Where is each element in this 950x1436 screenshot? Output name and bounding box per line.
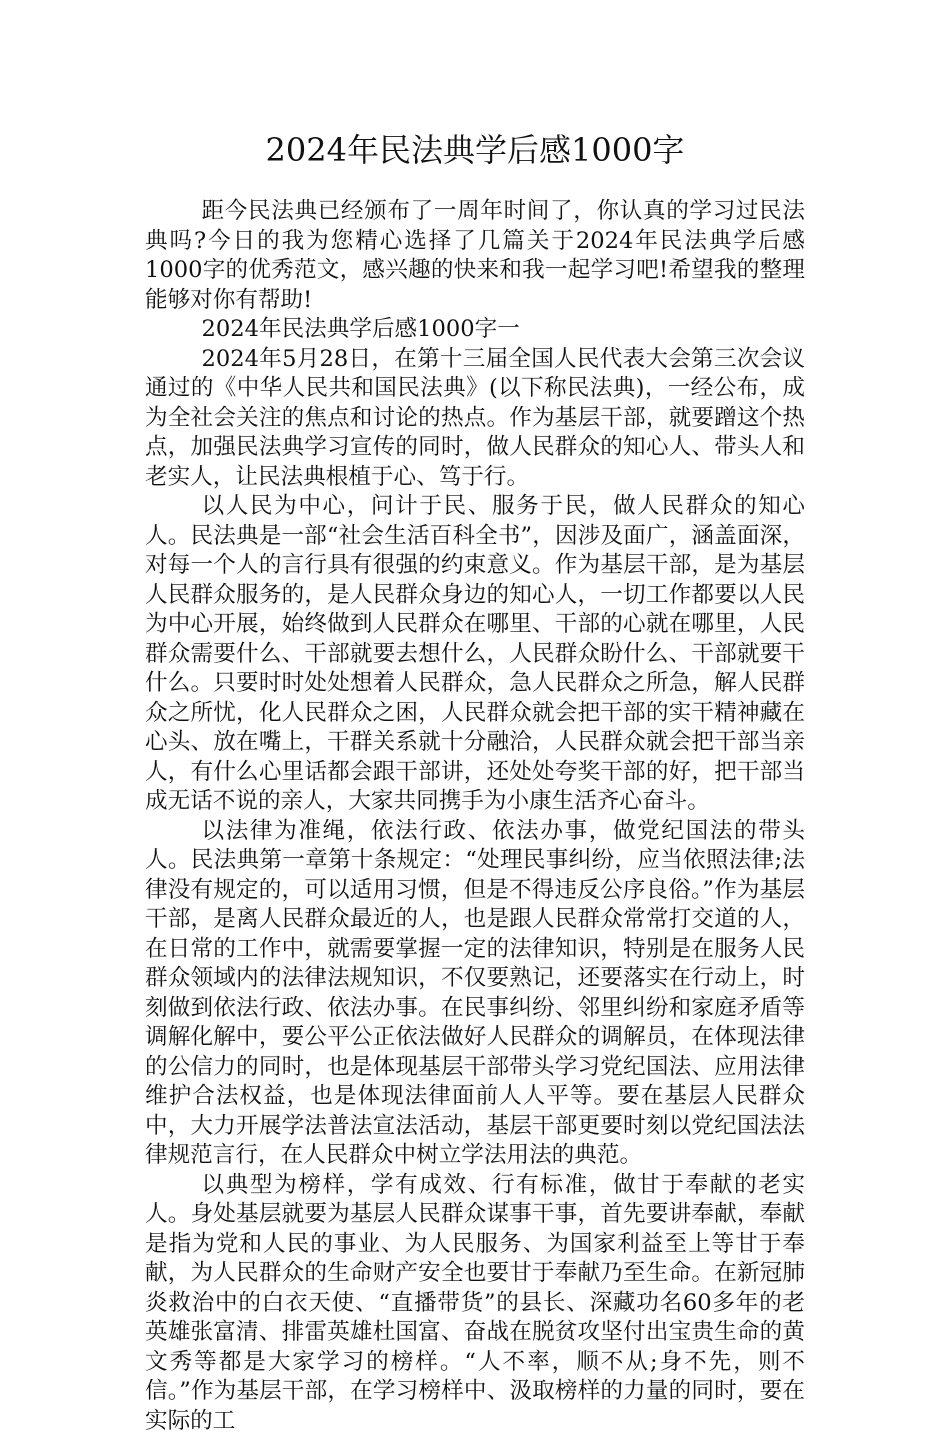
body-paragraph: 2024年5月28日，在第十三届全国人民代表大会第三次会议通过的《中华人民共和国民法典》(以下称民法典)，一经公布，成为全社会关注的焦点和讨论的热点。作为基层干部，就要蹭这个热点，加强民法典学习宣传的同时，做人民群众的知心人、带头人和老实人，让民法典根植于心、笃于行。 (145, 345, 805, 493)
document-body (145, 197, 805, 1436)
intro-paragraph: 距今民法典已经颁布了一周年时间了，你认真的学习过民法典吗?今日的我为您精心选择了几篇关于2024年民法典学后感1000字的优秀范文，感兴趣的快来和我一起学习吧!希望我的整理能够对你有帮助! (145, 197, 805, 315)
body-paragraph: 以人民为中心，问计于民、服务于民，做人民群众的知心人。民法典是一部“社会生活百科全书”，因涉及面广，涵盖面深，对每一个人的言行具有很强的约束意义。作为基层干部，是为基层人民群众服务的，是人民群众身边的知心人，一切工作都要以人民为中心开展，始终做到人民群众在哪里、干部的心就在哪里，人民群众需要什么、干部就要去想什么，人民群众盼什么、干部就要干什么。只要时时处处想着人民群众，急人民群众之所急，解人民群众之所忧，化人民群众之困，人民群众就会把干部的实干精神藏在心头、放在嘴上，干群关系就十分融洽，人民群众就会把干部当亲人，有什么心里话都会跟干部讲，还处处夸奖干部的好，把干部当成无话不说的亲人，大家共同携手为小康生活齐心奋斗。 (145, 492, 805, 817)
body-paragraph: 以典型为榜样，学有成效、行有标准，做甘于奉献的老实人。身处基层就要为基层人民群众谋事干事，首先要讲奉献，奉献是指为党和人民的事业、为人民服务、为国家利益至上等甘于奉献，为人民群众的生命财产安全也要甘于奉献乃至生命。在新冠肺炎救治中的白衣天使、“直播带货”的县长、深藏功名60多年的老英雄张富清、排雷英雄杜国富、奋战在脱贫攻坚付出宝贵生命的黄文秀等都是大家学习的榜样。“人不率，顺不从;身不先，则不信。”作为基层干部，在学习榜样中、汲取榜样的力量的同时，要在实际的工 (145, 1171, 805, 1436)
document-title: 2024年民法典学后感1000字 (0, 128, 950, 172)
section-heading: 2024年民法典学后感1000字一 (145, 315, 805, 345)
body-paragraph: 以法律为准绳，依法行政、依法办事，做党纪国法的带头人。民法典第一章第十条规定：“处理民事纠纷，应当依照法律;法律没有规定的，可以适用习惯，但是不得违反公序良俗。”作为基层干部，是离人民群众最近的人，也是跟人民群众常常打交道的人，在日常的工作中，就需要掌握一定的法律知识，特别是在服务人民群众领域内的法律法规知识，不仅要熟记，还要落实在行动上，时刻做到依法行政、依法办事。在民事纠纷、邻里纠纷和家庭矛盾等调解化解中，要公平公正依法做好人民群众的调解员，在体现法律的公信力的同时，也是体现基层干部带头学习党纪国法、应用法律维护合法权益，也是体现法律面前人人平等。要在基层人民群众中，大力开展学法普法宣法活动，基层干部更要时刻以党纪国法法律规范言行，在人民群众中树立学法用法的典范。 (145, 817, 805, 1171)
